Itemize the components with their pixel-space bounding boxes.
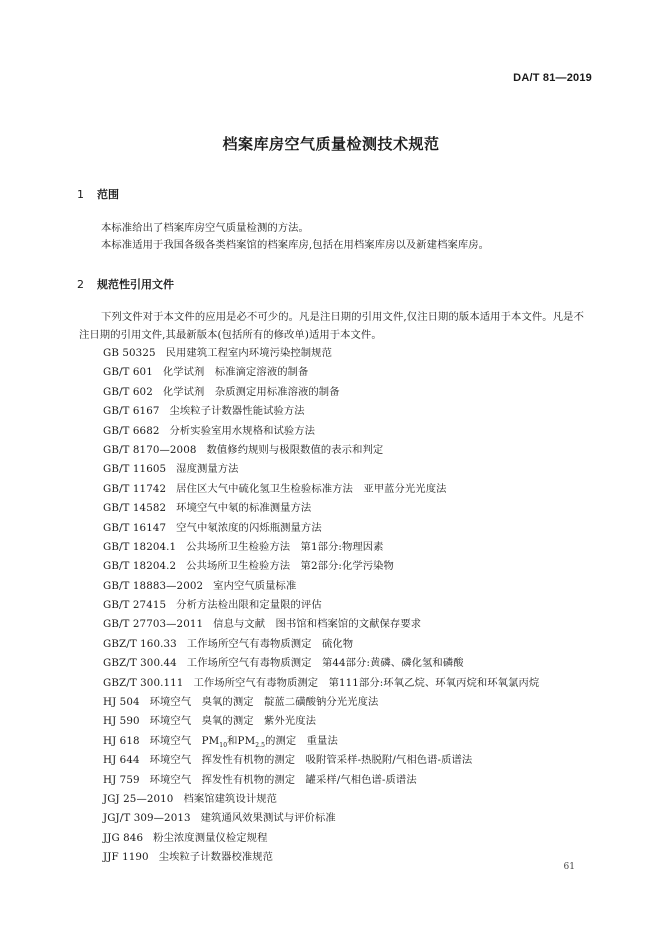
reference-code: HJ 590 bbox=[103, 715, 140, 728]
reference-code: GB/T 602 bbox=[103, 385, 153, 398]
reference-title: 化学试剂 杂质测定用标准溶液的制备 bbox=[162, 385, 340, 398]
reference-code: GBZ/T 160.33 bbox=[103, 637, 177, 650]
reference-item bbox=[103, 577, 603, 596]
reference-code: GB/T 18204.2 bbox=[103, 560, 177, 573]
subscript: 2.5 bbox=[255, 741, 266, 749]
reference-item bbox=[103, 460, 603, 479]
section-1-paragraph-2: 本标准适用于我国各级各类档案馆的档案库房,包括在用档案库房以及新建档案库房。 bbox=[101, 239, 490, 251]
reference-title: 环境空气 臭氧的测定 靛蓝二磺酸钠分光光度法 bbox=[149, 696, 379, 709]
reference-item bbox=[103, 402, 603, 421]
reference-title: 粉尘浓度测量仪检定规程 bbox=[153, 831, 268, 844]
reference-title: 尘埃粒子计数器校准规范 bbox=[158, 851, 274, 864]
reference-title: 公共场所卫生检验方法 第1部分:物理因素 bbox=[186, 540, 384, 553]
reference-item bbox=[103, 363, 603, 382]
reference-item bbox=[103, 771, 603, 790]
normative-references-list bbox=[103, 344, 603, 868]
reference-item bbox=[103, 615, 603, 634]
reference-title: 民用建筑工程室内环境污染控制规范 bbox=[165, 347, 332, 359]
reference-item bbox=[103, 674, 603, 693]
reference-title: 环境空气中氡的标准测量方法 bbox=[176, 502, 312, 515]
reference-title-part: 的测定 重量法 bbox=[265, 734, 338, 747]
reference-code: GB/T 8170—2008 bbox=[103, 443, 197, 456]
reference-item bbox=[103, 557, 603, 576]
reference-code: GB/T 11742 bbox=[103, 482, 167, 495]
reference-title: 湿度测量方法 bbox=[176, 463, 239, 476]
reference-title: 工作场所空气有毒物质测定 第111部分:环氧乙烷、环氧丙烷和环氧氯丙烷 bbox=[193, 676, 540, 689]
reference-code: GB/T 16147 bbox=[103, 521, 167, 534]
reference-code: GB/T 601 bbox=[103, 366, 153, 379]
reference-item bbox=[103, 848, 603, 867]
reference-code: GB/T 18204.1 bbox=[103, 540, 177, 553]
section-number: 1 bbox=[77, 188, 84, 201]
reference-title-part: 环境空气 PM bbox=[149, 734, 220, 747]
reference-title: 环境空气 挥发性有机物的测定 吸附管采样-热脱附/气相色谱-质谱法 bbox=[149, 754, 473, 767]
reference-title: 信息与文献 图书馆和档案馆的文献保存要求 bbox=[213, 618, 422, 631]
section-1-heading bbox=[77, 186, 119, 202]
reference-item bbox=[103, 383, 603, 402]
reference-code: HJ 759 bbox=[103, 773, 140, 786]
reference-item bbox=[103, 790, 603, 809]
reference-title: 数值修约规则与极限数值的表示和判定 bbox=[206, 443, 384, 456]
reference-item bbox=[103, 499, 603, 518]
reference-title bbox=[150, 735, 338, 747]
reference-title-part: 和PM bbox=[227, 734, 256, 747]
reference-code: HJ 618 bbox=[103, 734, 140, 747]
reference-code: GB/T 27415 bbox=[103, 599, 167, 612]
reference-title: 分析方法检出限和定量限的评估 bbox=[176, 599, 322, 612]
section-number: 2 bbox=[77, 278, 84, 291]
reference-title: 环境空气 挥发性有机物的测定 罐采样/气相色谱-质谱法 bbox=[149, 773, 417, 786]
reference-title: 室内空气质量标准 bbox=[213, 579, 297, 592]
reference-code: JJF 1190 bbox=[103, 851, 149, 864]
reference-code: GB/T 14582 bbox=[103, 502, 167, 515]
reference-code: HJ 504 bbox=[103, 696, 140, 709]
reference-code: GB 50325 bbox=[103, 347, 156, 359]
reference-code: HJ 644 bbox=[103, 754, 140, 767]
reference-item bbox=[103, 829, 603, 848]
section-2-heading bbox=[77, 276, 174, 292]
document-code: DA/T 81—2019 bbox=[513, 72, 592, 84]
reference-item bbox=[103, 693, 603, 712]
reference-item bbox=[103, 732, 603, 751]
reference-code: GB/T 18883—2002 bbox=[103, 579, 204, 592]
reference-code: GBZ/T 300.111 bbox=[103, 676, 184, 689]
reference-code: GB/T 11605 bbox=[103, 463, 167, 476]
reference-title: 尘埃粒子计数器性能试验方法 bbox=[169, 405, 305, 418]
reference-item bbox=[103, 751, 603, 770]
reference-title: 化学试剂 标准滴定溶液的制备 bbox=[162, 366, 309, 379]
reference-code: JGJ 25—2010 bbox=[103, 792, 174, 805]
reference-title: 工作场所空气有毒物质测定 硫化物 bbox=[186, 637, 354, 650]
reference-title: 建筑通风效果测试与评价标准 bbox=[200, 812, 336, 825]
reference-code: GB/T 27703—2011 bbox=[103, 618, 204, 631]
reference-item bbox=[103, 480, 603, 499]
section-1-paragraph-1: 本标准给出了档案库房空气质量检测的方法。 bbox=[101, 222, 309, 234]
section-2-intro: 下列文件对于本文件的应用是必不可少的。凡是注日期的引用文件,仅注日期的版本适用于本文件。凡是不注日期的引用文件,其最新版本(包括所有的修改单)适用于本文件。 bbox=[79, 311, 584, 341]
reference-title: 工作场所空气有毒物质测定 第44部分:黄磷、磷化氢和磷酸 bbox=[186, 657, 464, 670]
reference-item bbox=[103, 441, 603, 460]
reference-code: GBZ/T 300.44 bbox=[103, 657, 177, 670]
section-title: 范围 bbox=[97, 188, 119, 201]
reference-title: 档案馆建筑设计规范 bbox=[183, 792, 278, 805]
reference-item bbox=[103, 519, 603, 538]
subscript: 10 bbox=[219, 741, 228, 749]
reference-item bbox=[103, 654, 603, 673]
reference-item bbox=[103, 538, 603, 557]
page-number: 61 bbox=[563, 862, 575, 872]
reference-item bbox=[103, 596, 603, 615]
reference-title: 公共场所卫生检验方法 第2部分:化学污染物 bbox=[186, 560, 394, 573]
reference-item bbox=[103, 635, 603, 654]
reference-title: 居住区大气中硫化氢卫生检验标准方法 亚甲蓝分光光度法 bbox=[176, 482, 447, 495]
reference-code: GB/T 6682 bbox=[103, 424, 160, 437]
reference-title: 环境空气 臭氧的测定 紫外光度法 bbox=[149, 715, 316, 728]
section-title: 规范性引用文件 bbox=[97, 278, 174, 291]
reference-code: JGJ/T 309—2013 bbox=[103, 812, 191, 825]
reference-item bbox=[103, 712, 603, 731]
reference-title: 分析实验室用水规格和试验方法 bbox=[169, 424, 316, 437]
reference-code: JJG 846 bbox=[103, 831, 144, 844]
reference-item bbox=[103, 809, 603, 828]
reference-item bbox=[103, 422, 603, 441]
reference-code: GB/T 6167 bbox=[103, 405, 160, 418]
reference-item bbox=[103, 344, 603, 363]
document-title: 档案库房空气质量检测技术规范 bbox=[222, 135, 440, 153]
reference-title: 空气中氡浓度的闪烁瓶测量方法 bbox=[176, 521, 322, 534]
